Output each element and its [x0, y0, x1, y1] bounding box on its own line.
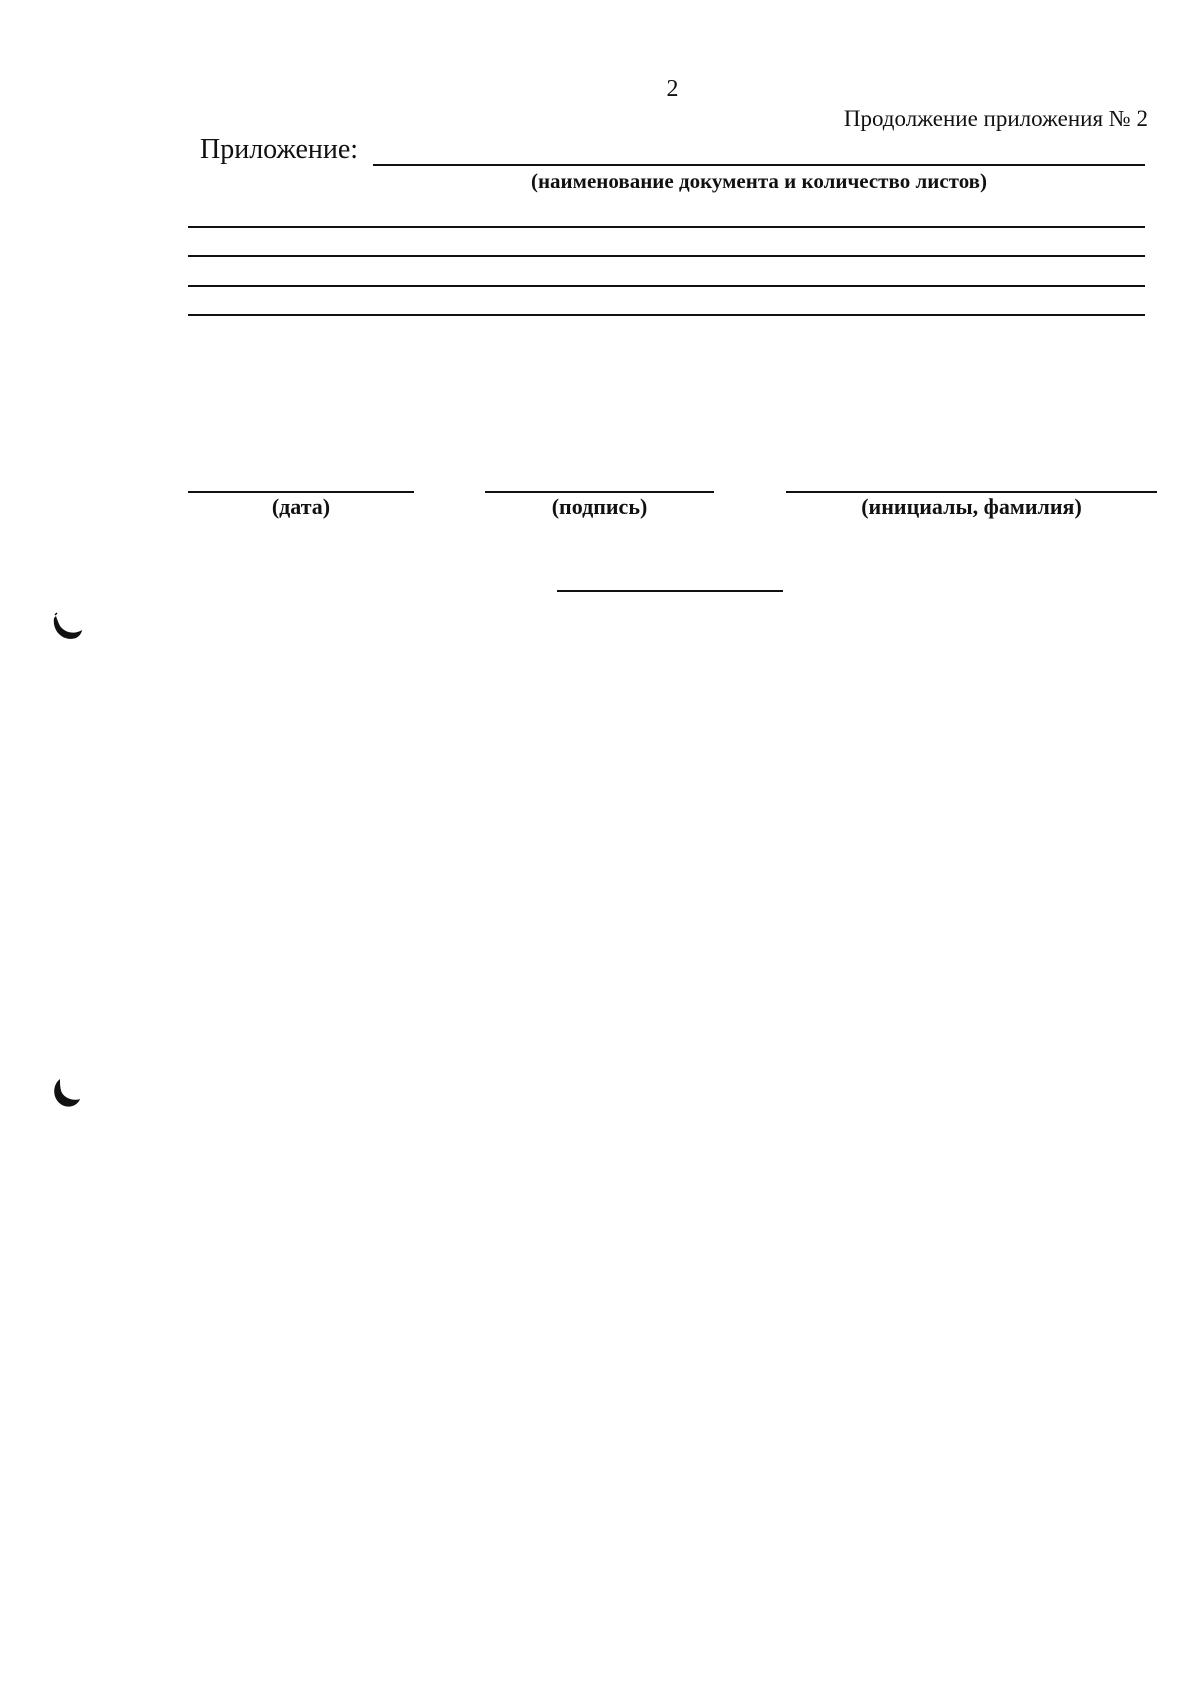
attachment-label: Приложение:	[200, 134, 359, 165]
attachment-field-line[interactable]	[373, 164, 1145, 166]
signature-caption: (подпись)	[551, 494, 648, 519]
continuation-title: Продолжение приложения № 2	[843, 106, 1148, 131]
blank-line-2[interactable]	[188, 255, 1145, 257]
date-field-line[interactable]	[188, 491, 414, 493]
closing-separator	[557, 590, 783, 592]
date-caption: (дата)	[271, 494, 331, 519]
punch-hole-mark-icon	[48, 1075, 84, 1111]
attachment-field-caption: (наименование документа и количество листов)	[530, 169, 988, 193]
signature-field-line[interactable]	[485, 491, 714, 493]
name-caption: (инициалы, фамилия)	[861, 494, 1082, 519]
blank-line-1[interactable]	[188, 226, 1145, 228]
blank-line-3[interactable]	[188, 285, 1145, 287]
page-number: 2	[666, 76, 679, 102]
name-field-line[interactable]	[786, 491, 1157, 493]
blank-line-4[interactable]	[188, 314, 1145, 316]
punch-hole-mark-icon	[50, 610, 86, 646]
